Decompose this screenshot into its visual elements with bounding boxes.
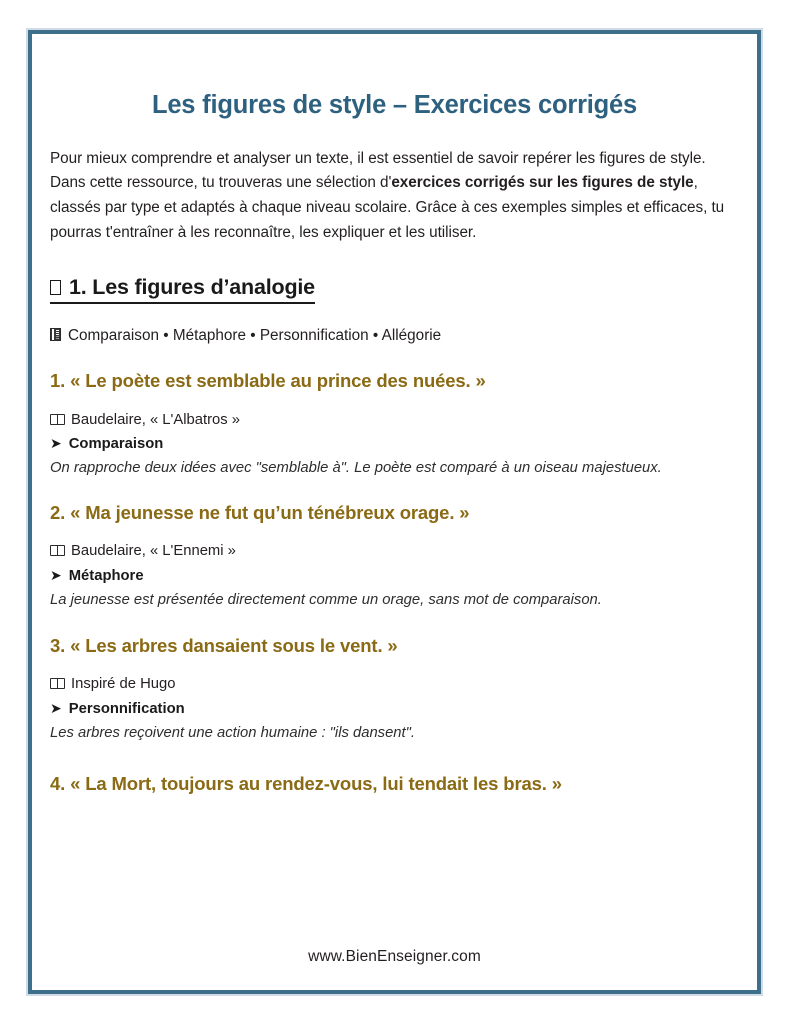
section-category-label: Comparaison • Métaphore • Personnification • Allégorie <box>68 326 442 344</box>
exercise-title: 3. « Les arbres dansaient sous le vent. » <box>50 635 398 657</box>
spacer <box>50 612 739 634</box>
exercise-title: 1. « Le poète est semblable au prince des nuées. » <box>50 370 486 392</box>
missing-glyph-icon <box>50 280 61 295</box>
exercise-source <box>50 674 739 695</box>
exercise-item <box>50 369 739 480</box>
exercise-explanation: On rapproche deux idées avec "semblable à". Le poète est comparé à un oiseau majestueux. <box>50 460 662 477</box>
open-book-icon <box>50 678 65 689</box>
exercise-source-label: Baudelaire, « L'Ennemi » <box>71 543 236 560</box>
section-category-line <box>50 304 739 348</box>
exercise-explanation: La jeunesse est présentée directement comme un orage, sans mot de comparaison. <box>50 592 602 609</box>
open-book-icon <box>50 545 65 556</box>
intro-text-bold: exercices corrigés sur les figures de style <box>391 174 694 192</box>
section-heading <box>50 246 739 304</box>
open-book-icon <box>50 414 65 425</box>
spacer <box>50 745 739 772</box>
exercise-answer-label: Personnification <box>68 700 185 717</box>
section-heading-label: 1. Les figures d’analogie <box>69 274 315 299</box>
intro-text-part-1: Pour mieux comprendre et analyser un texte, il est essentiel de savoir repérer les figures de style. Dans cette ressource, tu trouveras une sélection d' <box>50 149 706 192</box>
page-title: Les figures de style – Exercices corrigés <box>151 91 638 119</box>
exercise-source <box>50 410 739 431</box>
exercise-item <box>50 501 739 612</box>
notebook-icon <box>50 328 61 341</box>
intro-text-part-2: , classés par type et adaptés à chaque niveau scolaire. Grâce à ces exemples simples et efficaces, tu pourras t'entraîner à les reconnaître, les expliquer et les utiliser. <box>50 174 725 241</box>
exercise-source-label: Inspiré de Hugo <box>71 676 176 693</box>
exercise-answer-label: Métaphore <box>68 567 144 584</box>
arrow-right-icon: ➤ <box>50 699 62 716</box>
spacer <box>50 658 739 674</box>
arrow-right-icon: ➤ <box>50 566 62 583</box>
spacer <box>50 525 739 541</box>
spacer <box>50 480 739 501</box>
spacer <box>50 347 739 369</box>
section-heading-underline <box>50 274 315 304</box>
page-frame-border <box>28 30 761 994</box>
exercise-title: 2. « Ma jeunesse ne fut qu’un ténébreux orage. » <box>50 502 470 524</box>
page-content <box>32 34 757 990</box>
exercise-item <box>50 772 739 796</box>
intro-paragraph <box>50 121 739 246</box>
exercise-answer <box>50 431 739 455</box>
arrow-right-icon: ➤ <box>50 434 62 451</box>
exercise-answer-label: Comparaison <box>68 435 164 452</box>
exercise-source-label: Baudelaire, « L'Albatros » <box>71 411 240 428</box>
footer-url: www.BienEnseigner.com <box>308 948 481 965</box>
spacer <box>50 394 739 410</box>
exercise-source <box>50 541 739 562</box>
exercise-title: 4. « La Mort, toujours au rendez-vous, lui tendait les bras. » <box>50 773 562 795</box>
exercise-answer <box>50 696 739 720</box>
exercise-item <box>50 634 739 745</box>
exercise-explanation: Les arbres reçoivent une action humaine : "ils dansent". <box>50 725 416 742</box>
exercise-answer <box>50 563 739 587</box>
